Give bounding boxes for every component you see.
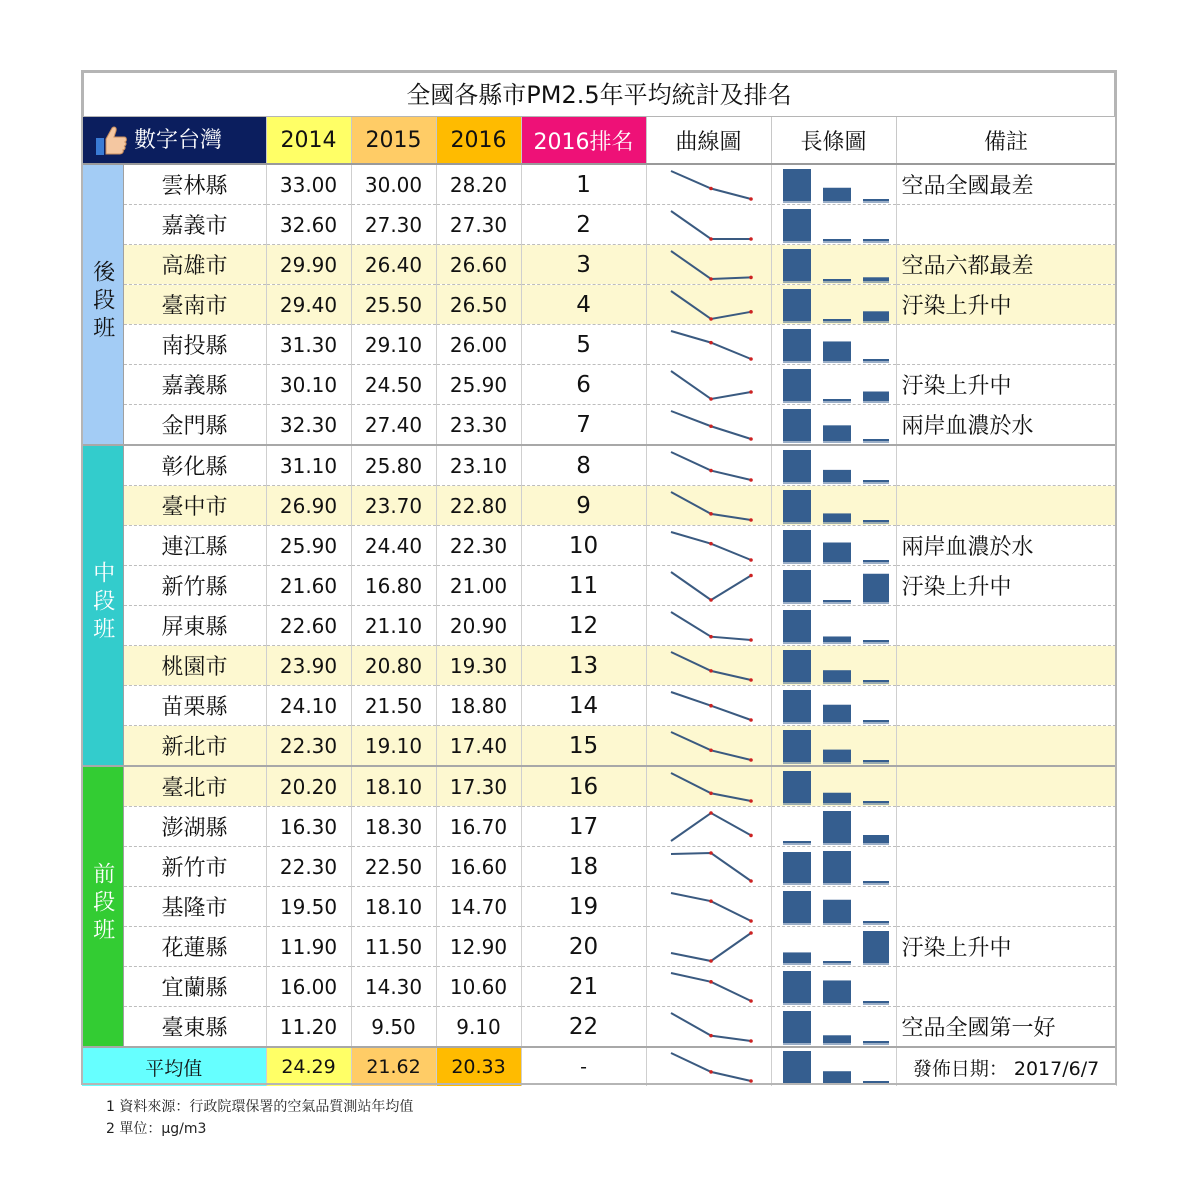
mini-bar-chart <box>779 167 889 203</box>
value-2014: 21.60 <box>266 566 351 606</box>
note-text: 汙染上升中 <box>896 566 1116 606</box>
rank-value: 12 <box>521 606 646 646</box>
note-text <box>896 726 1116 767</box>
value-2014: 32.30 <box>266 405 351 446</box>
city-name: 基隆市 <box>123 887 266 927</box>
mini-bar-chart <box>779 407 889 443</box>
note-text <box>896 646 1116 686</box>
rank-value: 9 <box>521 486 646 526</box>
mini-bar-chart <box>779 809 889 845</box>
mini-bar-chart <box>779 608 889 644</box>
value-2016: 23.10 <box>436 445 521 486</box>
mini-bar-chart <box>779 769 889 805</box>
value-2015: 23.70 <box>351 486 436 526</box>
report-title: 全國各縣市PM2.5年平均統計及排名 <box>82 71 1116 117</box>
city-name: 新竹市 <box>123 847 266 887</box>
value-2015: 27.40 <box>351 405 436 446</box>
sparkline-cell <box>646 164 771 205</box>
value-2016: 26.60 <box>436 245 521 285</box>
barchart-cell <box>771 245 896 285</box>
mini-bar-chart <box>779 287 889 323</box>
value-2015: 18.30 <box>351 807 436 847</box>
rank-value: 7 <box>521 405 646 446</box>
sparkline-cell <box>646 967 771 1007</box>
value-2016: 10.60 <box>436 967 521 1007</box>
sparkline <box>659 688 759 724</box>
rank-value: 3 <box>521 245 646 285</box>
sparkline-cell <box>646 726 771 767</box>
note-text: 汙染上升中 <box>896 927 1116 967</box>
sparkline <box>659 929 759 965</box>
city-name: 宜蘭縣 <box>123 967 266 1007</box>
value-2016: 12.90 <box>436 927 521 967</box>
note-text: 汙染上升中 <box>896 365 1116 405</box>
sparkline-cell <box>646 606 771 646</box>
value-2014: 31.30 <box>266 325 351 365</box>
city-name: 金門縣 <box>123 405 266 446</box>
rank-value: 20 <box>521 927 646 967</box>
barchart-cell <box>771 606 896 646</box>
value-2015: 26.40 <box>351 245 436 285</box>
city-name: 新北市 <box>123 726 266 767</box>
city-name: 屏東縣 <box>123 606 266 646</box>
table-row <box>82 1007 1116 1048</box>
value-2016: 23.30 <box>436 405 521 446</box>
header-row <box>82 117 1116 164</box>
value-2015: 19.10 <box>351 726 436 767</box>
thumbs-up-icon <box>94 125 128 157</box>
table-row <box>82 766 1116 807</box>
barchart-cell <box>771 887 896 927</box>
value-2015: 11.50 <box>351 927 436 967</box>
barchart-cell <box>771 486 896 526</box>
value-2014: 29.90 <box>266 245 351 285</box>
table-row <box>82 285 1116 325</box>
value-2016: 26.50 <box>436 285 521 325</box>
note-text <box>896 445 1116 486</box>
table-row <box>82 807 1116 847</box>
table-row <box>82 445 1116 486</box>
sparkline-cell <box>646 365 771 405</box>
table-row <box>82 205 1116 245</box>
barchart-cell <box>771 807 896 847</box>
sparkline <box>659 728 759 764</box>
value-2016: 16.70 <box>436 807 521 847</box>
footnote-source: 1 資料來源：行政院環保署的空氣品質測站年均值 <box>106 1099 414 1115</box>
brand-cell <box>82 117 266 164</box>
table-row <box>82 325 1116 365</box>
note-text <box>896 486 1116 526</box>
note-text <box>896 686 1116 726</box>
barchart-cell <box>771 205 896 245</box>
average-sparkline <box>659 1049 759 1085</box>
sparkline <box>659 568 759 604</box>
city-name: 臺南市 <box>123 285 266 325</box>
barchart-cell <box>771 927 896 967</box>
table-row <box>82 365 1116 405</box>
mini-bar-chart <box>779 929 889 965</box>
sparkline-cell <box>646 686 771 726</box>
note-text <box>896 847 1116 887</box>
sparkline <box>659 367 759 403</box>
table-row <box>82 726 1116 767</box>
value-2015: 30.00 <box>351 164 436 205</box>
brand-label: 數字台灣 <box>134 128 223 153</box>
rank-value: 18 <box>521 847 646 887</box>
header-curve: 曲線圖 <box>646 117 771 164</box>
value-2016: 25.90 <box>436 365 521 405</box>
sparkline-cell <box>646 646 771 686</box>
rank-value: 2 <box>521 205 646 245</box>
barchart-cell <box>771 847 896 887</box>
average-row <box>82 1047 1116 1086</box>
mini-bar-chart <box>779 367 889 403</box>
rank-value: 11 <box>521 566 646 606</box>
value-2016: 9.10 <box>436 1007 521 1048</box>
value-2015: 25.50 <box>351 285 436 325</box>
note-text <box>896 325 1116 365</box>
sparkline <box>659 407 759 443</box>
note-text: 兩岸血濃於水 <box>896 405 1116 446</box>
value-2014: 32.60 <box>266 205 351 245</box>
average-v2014: 24.29 <box>266 1047 351 1086</box>
note-text: 汙染上升中 <box>896 285 1116 325</box>
table-row <box>82 526 1116 566</box>
value-2015: 27.30 <box>351 205 436 245</box>
header-2014: 2014 <box>266 117 351 164</box>
mini-bar-chart <box>779 327 889 363</box>
city-name: 雲林縣 <box>123 164 266 205</box>
rank-value: 14 <box>521 686 646 726</box>
mini-bar-chart <box>779 688 889 724</box>
mini-bar-chart <box>779 488 889 524</box>
group-label: 後段班 <box>89 260 115 344</box>
sparkline-cell <box>646 486 771 526</box>
header-rank: 2016排名 <box>521 117 646 164</box>
value-2016: 22.80 <box>436 486 521 526</box>
city-name: 桃園市 <box>123 646 266 686</box>
rank-value: 13 <box>521 646 646 686</box>
note-text: 兩岸血濃於水 <box>896 526 1116 566</box>
sparkline <box>659 889 759 925</box>
value-2014: 26.90 <box>266 486 351 526</box>
value-2015: 16.80 <box>351 566 436 606</box>
table-row <box>82 486 1116 526</box>
table-row <box>82 606 1116 646</box>
mini-bar-chart <box>779 568 889 604</box>
value-2016: 17.40 <box>436 726 521 767</box>
value-2014: 23.90 <box>266 646 351 686</box>
sparkline-cell <box>646 205 771 245</box>
rank-value: 17 <box>521 807 646 847</box>
table-row <box>82 967 1116 1007</box>
group-label-cell <box>82 164 123 445</box>
value-2014: 31.10 <box>266 445 351 486</box>
value-2014: 22.60 <box>266 606 351 646</box>
sparkline-cell <box>646 766 771 807</box>
barchart-cell <box>771 325 896 365</box>
rank-value: 10 <box>521 526 646 566</box>
sparkline-cell <box>646 445 771 486</box>
sparkline-cell <box>646 325 771 365</box>
average-bar-chart <box>779 1049 889 1085</box>
mini-bar-chart <box>779 207 889 243</box>
sparkline <box>659 769 759 805</box>
average-rank: - <box>521 1047 646 1086</box>
group-label-cell <box>82 766 123 1047</box>
table-row <box>82 686 1116 726</box>
note-text <box>896 766 1116 807</box>
footnote-unit: 2 單位：μg/m3 <box>106 1121 207 1137</box>
value-2014: 19.50 <box>266 887 351 927</box>
city-name: 臺北市 <box>123 766 266 807</box>
value-2014: 11.20 <box>266 1007 351 1048</box>
sparkline <box>659 207 759 243</box>
mini-bar-chart <box>779 889 889 925</box>
sparkline-cell <box>646 847 771 887</box>
value-2016: 14.70 <box>436 887 521 927</box>
release-date: 發佈日期： 2017/6/7 <box>896 1047 1116 1086</box>
sparkline <box>659 247 759 283</box>
rank-value: 15 <box>521 726 646 767</box>
city-name: 苗栗縣 <box>123 686 266 726</box>
mini-bar-chart <box>779 728 889 764</box>
city-name: 澎湖縣 <box>123 807 266 847</box>
barchart-cell <box>771 164 896 205</box>
group-label-cell <box>82 445 123 766</box>
sparkline-cell <box>646 526 771 566</box>
city-name: 南投縣 <box>123 325 266 365</box>
value-2014: 30.10 <box>266 365 351 405</box>
value-2015: 29.10 <box>351 325 436 365</box>
table-row <box>82 245 1116 285</box>
sparkline <box>659 448 759 484</box>
value-2016: 20.90 <box>436 606 521 646</box>
table-row <box>82 887 1116 927</box>
sparkline-cell <box>646 887 771 927</box>
sparkline <box>659 969 759 1005</box>
note-text: 空品全國最差 <box>896 164 1116 205</box>
pm25-table <box>82 117 1117 1086</box>
barchart-cell <box>771 405 896 446</box>
value-2016: 16.60 <box>436 847 521 887</box>
value-2015: 20.80 <box>351 646 436 686</box>
rank-value: 6 <box>521 365 646 405</box>
city-name: 高雄市 <box>123 245 266 285</box>
sparkline <box>659 327 759 363</box>
header-bar: 長條圖 <box>771 117 896 164</box>
sparkline-cell <box>646 807 771 847</box>
sparkline-cell <box>646 405 771 446</box>
barchart-cell <box>771 285 896 325</box>
value-2014: 20.20 <box>266 766 351 807</box>
value-2015: 18.10 <box>351 766 436 807</box>
rank-value: 8 <box>521 445 646 486</box>
header-note: 備註 <box>896 117 1116 164</box>
value-2015: 24.50 <box>351 365 436 405</box>
city-name: 彰化縣 <box>123 445 266 486</box>
rank-value: 5 <box>521 325 646 365</box>
sparkline <box>659 1009 759 1045</box>
rank-value: 1 <box>521 164 646 205</box>
mini-bar-chart <box>779 849 889 885</box>
value-2015: 14.30 <box>351 967 436 1007</box>
note-text <box>896 205 1116 245</box>
value-2015: 9.50 <box>351 1007 436 1048</box>
barchart-cell <box>771 646 896 686</box>
value-2016: 19.30 <box>436 646 521 686</box>
barchart-cell <box>771 445 896 486</box>
sparkline-cell <box>646 1007 771 1048</box>
pm25-report <box>82 71 1116 1086</box>
value-2014: 16.30 <box>266 807 351 847</box>
city-name: 花蓮縣 <box>123 927 266 967</box>
table-row <box>82 847 1116 887</box>
mini-bar-chart <box>779 448 889 484</box>
value-2015: 24.40 <box>351 526 436 566</box>
sparkline-cell <box>646 566 771 606</box>
value-2014: 25.90 <box>266 526 351 566</box>
footnotes <box>106 1096 413 1140</box>
sparkline <box>659 528 759 564</box>
header-2015: 2015 <box>351 117 436 164</box>
average-sparkline-cell <box>646 1047 771 1086</box>
sparkline <box>659 167 759 203</box>
value-2015: 21.10 <box>351 606 436 646</box>
city-name: 嘉義縣 <box>123 365 266 405</box>
value-2015: 21.50 <box>351 686 436 726</box>
value-2014: 11.90 <box>266 927 351 967</box>
table-row <box>82 646 1116 686</box>
table-row <box>82 927 1116 967</box>
rank-value: 16 <box>521 766 646 807</box>
header-2016: 2016 <box>436 117 521 164</box>
value-2016: 21.00 <box>436 566 521 606</box>
table-row <box>82 566 1116 606</box>
note-text <box>896 807 1116 847</box>
barchart-cell <box>771 526 896 566</box>
value-2016: 17.30 <box>436 766 521 807</box>
note-text: 空品六都最差 <box>896 245 1116 285</box>
barchart-cell <box>771 766 896 807</box>
note-text <box>896 606 1116 646</box>
sparkline-cell <box>646 245 771 285</box>
rank-value: 19 <box>521 887 646 927</box>
value-2016: 18.80 <box>436 686 521 726</box>
value-2016: 28.20 <box>436 164 521 205</box>
table-row <box>82 164 1116 205</box>
sparkline <box>659 648 759 684</box>
city-name: 連江縣 <box>123 526 266 566</box>
average-label: 平均值 <box>82 1047 266 1086</box>
city-name: 臺中市 <box>123 486 266 526</box>
barchart-cell <box>771 566 896 606</box>
value-2016: 27.30 <box>436 205 521 245</box>
rank-value: 4 <box>521 285 646 325</box>
barchart-cell <box>771 686 896 726</box>
rank-value: 21 <box>521 967 646 1007</box>
group-label: 中段班 <box>89 561 115 645</box>
barchart-cell <box>771 967 896 1007</box>
mini-bar-chart <box>779 648 889 684</box>
barchart-cell <box>771 1007 896 1048</box>
table-row <box>82 405 1116 446</box>
sparkline <box>659 849 759 885</box>
barchart-cell <box>771 365 896 405</box>
mini-bar-chart <box>779 1009 889 1045</box>
value-2015: 22.50 <box>351 847 436 887</box>
city-name: 臺東縣 <box>123 1007 266 1048</box>
city-name: 新竹縣 <box>123 566 266 606</box>
sparkline <box>659 488 759 524</box>
sparkline-cell <box>646 927 771 967</box>
average-v2016: 20.33 <box>436 1047 521 1086</box>
group-label: 前段班 <box>89 862 115 946</box>
city-name: 嘉義市 <box>123 205 266 245</box>
sparkline <box>659 809 759 845</box>
note-text <box>896 887 1116 927</box>
rank-value: 22 <box>521 1007 646 1048</box>
value-2016: 26.00 <box>436 325 521 365</box>
value-2015: 18.10 <box>351 887 436 927</box>
value-2014: 22.30 <box>266 847 351 887</box>
value-2015: 25.80 <box>351 445 436 486</box>
value-2014: 16.00 <box>266 967 351 1007</box>
average-v2015: 21.62 <box>351 1047 436 1086</box>
mini-bar-chart <box>779 969 889 1005</box>
mini-bar-chart <box>779 528 889 564</box>
value-2014: 22.30 <box>266 726 351 767</box>
value-2014: 24.10 <box>266 686 351 726</box>
mini-bar-chart <box>779 247 889 283</box>
sparkline-cell <box>646 285 771 325</box>
value-2016: 22.30 <box>436 526 521 566</box>
sparkline <box>659 287 759 323</box>
average-barchart-cell <box>771 1047 896 1086</box>
note-text: 空品全國第一好 <box>896 1007 1116 1048</box>
sparkline <box>659 608 759 644</box>
value-2014: 29.40 <box>266 285 351 325</box>
value-2014: 33.00 <box>266 164 351 205</box>
note-text <box>896 967 1116 1007</box>
barchart-cell <box>771 726 896 767</box>
